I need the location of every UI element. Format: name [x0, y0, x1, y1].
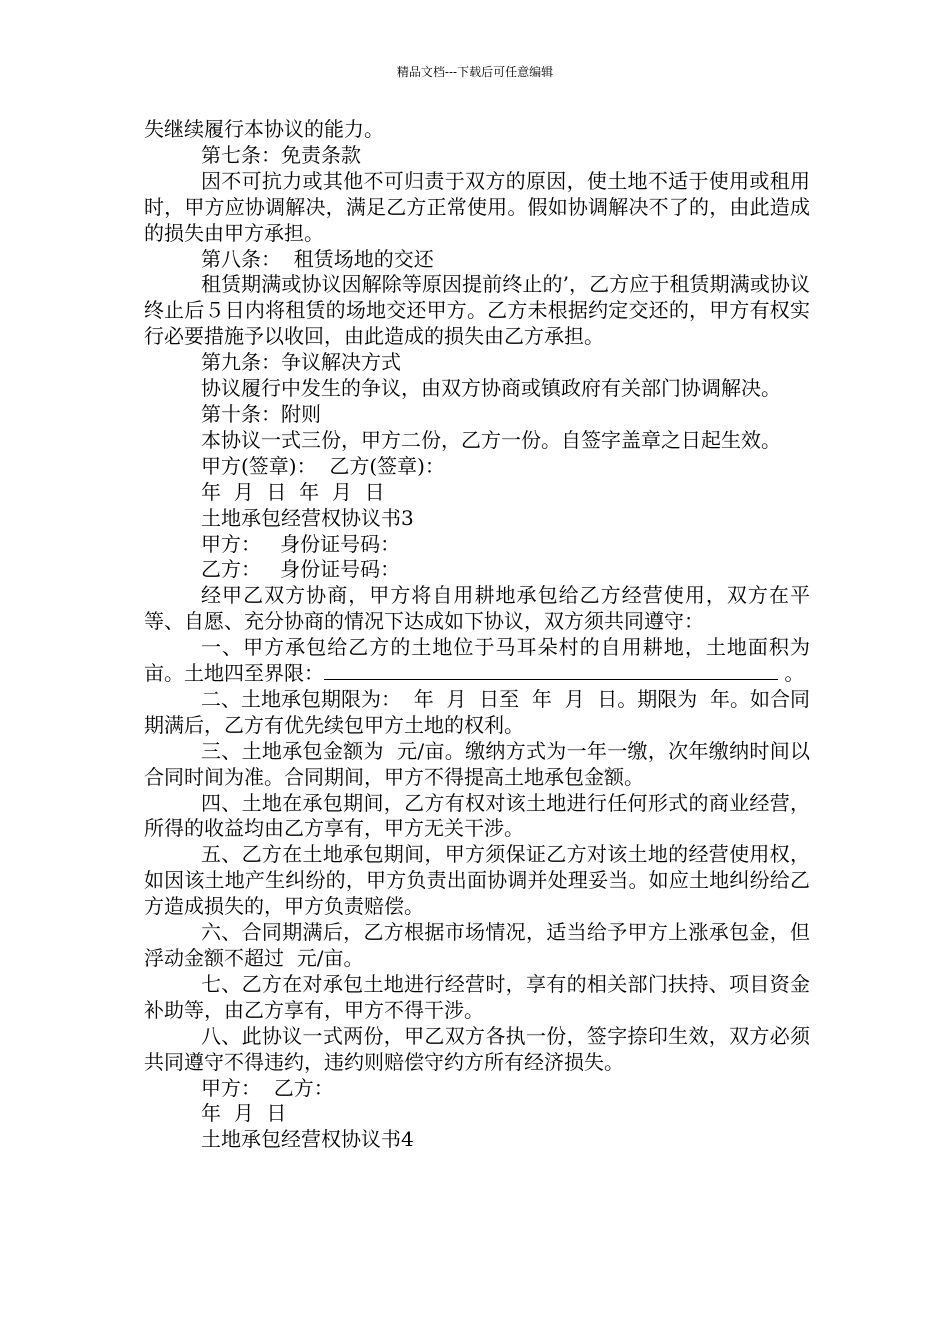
clause: 八、此协议一式两份，甲乙双方各执一份，签字捺印生效，双方必须共同遵守不得违约，违约则赔偿守约方所有经济损失。 — [144, 1023, 810, 1074]
paragraph: 失继续履行本协议的能力。 — [144, 117, 384, 141]
clause: 二、土地承包期限为： 年 月 日至 年 月 日。期限为 年。如合同期满后，乙方有优先续包甲方土地的权利。 — [144, 686, 811, 737]
date-line: 年 月 日 — [201, 1101, 287, 1126]
document-body — [144, 117, 810, 1153]
paragraph: 经甲乙双方协商，甲方将自用耕地承包给乙方经营使用，双方在平等、自愿、充分协商的情况下达成如下协议，双方须共同遵守： — [144, 583, 810, 634]
boundary-clause-text: 一、甲方承包给乙方的土地位于马耳朵村的自用耕地，土地面积为亩。土地四至界限： — [144, 635, 810, 686]
article-9-heading: 第九条：争议解决方式 — [201, 350, 401, 375]
party-a-line: 甲方： 身份证号码： — [201, 531, 401, 556]
page-header: 精品文档---下载后可任意编辑 — [396, 65, 554, 79]
date-line: 年 月 日 年 月 日 — [201, 479, 385, 504]
boundary-blank — [324, 661, 744, 680]
clause: 七、乙方在对承包土地进行经营时，享有的相关部门扶持、项目资金补助等，由乙方享有，甲方不得干涉。 — [144, 971, 810, 1022]
section-title: 土地承包经营权协议书4 — [201, 1127, 414, 1152]
paragraph: 协议履行中发生的争议，由双方协商或镇政府有关部门协调解决。 — [201, 376, 781, 401]
party-b-line: 乙方： 身份证号码： — [201, 557, 401, 582]
clause: 四、土地在承包期间，乙方有权对该土地进行任何形式的商业经营，所得的收益均由乙方享有，甲方无关干涉。 — [144, 790, 810, 841]
signature-line: 甲方： 乙方： — [201, 1075, 334, 1100]
article-10-heading: 第十条：附则 — [201, 401, 321, 426]
boundary-clause-end: 。 — [778, 661, 805, 686]
boundary-blank-continued — [744, 661, 778, 680]
boundary-clause — [144, 635, 810, 687]
paragraph: 本协议一式三份，甲方二份，乙方一份。自签字盖章之日起生效。 — [201, 427, 781, 452]
clause: 三、土地承包金额为 元/亩。缴纳方式为一年一缴，次年缴纳时间以合同时间为准。合同期间，甲方不得提高土地承包金额。 — [144, 738, 810, 789]
article-7-heading: 第七条：免责条款 — [201, 142, 361, 167]
paragraph: 租赁期满或协议因解除等原因提前终止的’，乙方应于租赁期满或协议终止后５日内将租赁的场地交还甲方。乙方未根据约定交还的，甲方有权实行必要措施予以收回，由此造成的损失由乙方承担。 — [144, 272, 810, 349]
section-title: 土地承包经营权协议书3 — [201, 505, 414, 530]
clause: 五、乙方在土地承包期间，甲方须保证乙方对该土地的经营使用权，如因该土地产生纠纷的，甲方负责出面协调并处理妥当。如应土地纠纷给乙方造成损失的，甲方负责赔偿。 — [144, 842, 810, 919]
signature-line: 甲方(签章)： 乙方(签章)： — [201, 453, 445, 478]
paragraph: 因不可抗力或其他不可归责于双方的原因，使土地不适于使用或租用时，甲方应协调解决，满足乙方正常使用。假如协调解决不了的，由此造成的损失由甲方承担。 — [144, 168, 810, 245]
article-8-heading: 第八条： 租赁场地的交还 — [201, 246, 434, 271]
clause: 六、合同期满后，乙方根据市场情况，适当给予甲方上涨承包金，但浮动金额不超过 元/亩。 — [144, 920, 810, 970]
